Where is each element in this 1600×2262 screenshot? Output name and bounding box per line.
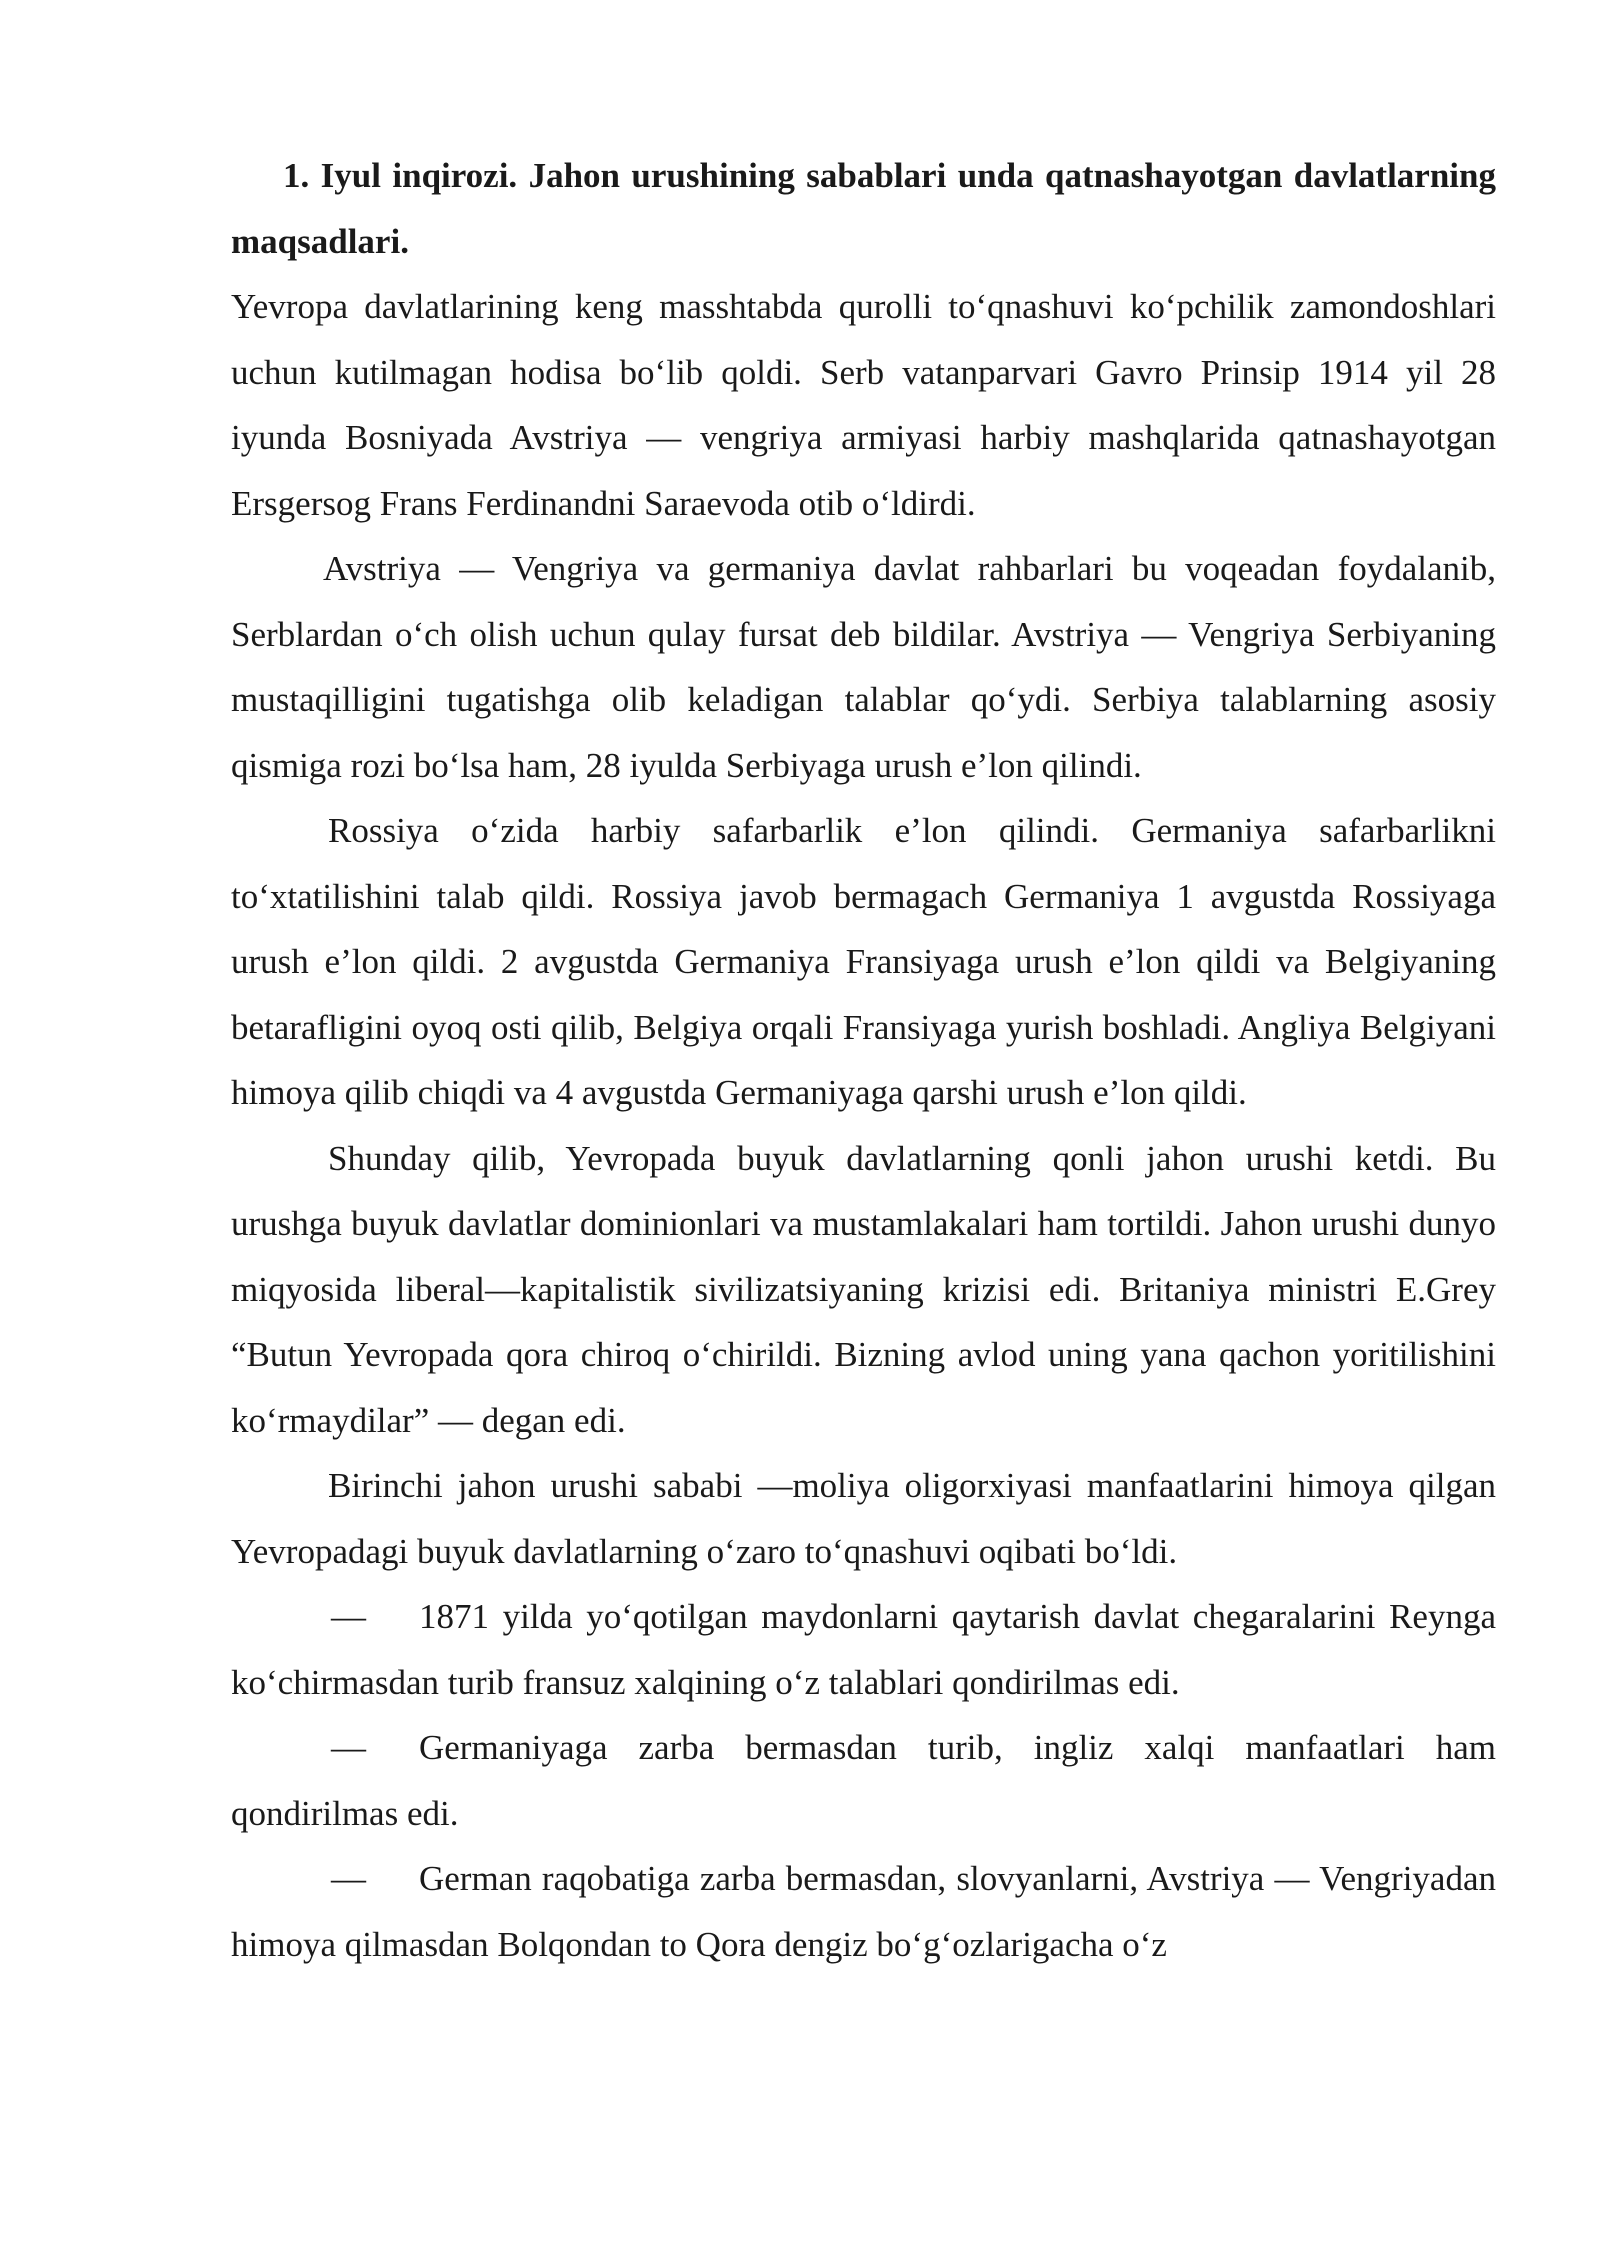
- list-dash: —: [331, 1728, 366, 1767]
- list-item-text: Germaniyaga zarba bermasdan turib, ingliz xalqi manfaatlari ham qondirilmas edi.: [231, 1728, 1496, 1833]
- list-item-clipped-container: [231, 1846, 1496, 1977]
- list-item: [231, 1584, 1496, 1715]
- section-heading: 1. Iyul inqirozi. Jahon urushining sabablari unda qatnashayotgan davlatlarning maqsadlari.: [231, 156, 1496, 261]
- paragraph-assassination: Yevropa davlatlarining keng masshtabda qurolli to‘qnashuvi ko‘pchilik zamondoshlari uchun kutilmagan hodisa bo‘lib qoldi. Serb vatanparvari Gavro Prinsip 1914 yil 28 iyunda Bosniyada Avstriya — vengriya armiyasi harbiy mashqlarida qatnashayotgan Ersgersog Frans Ferdinandni Saraevoda otib o‘ldirdi.: [231, 287, 1496, 523]
- list-dash: —: [331, 1859, 366, 1898]
- paragraph-mobilization: Rossiya o‘zida harbiy safarbarlik e’lon qilindi. Germaniya safarbarlikni to‘xtatilishini talab qildi. Rossiya javob bermagach Germaniya 1 avgustda Rossiyaga urush e’lon qildi. 2 avgustda Germaniya Fransiyaga urush e’lon qildi va Belgiyaning betarafligini oyoq osti qilib, Belgiya orqali Fransiyaga yurish boshladi. Angliya Belgiyani himoya qilib chiqdi va 4 avgustda Germaniyaga qarshi urush e’lon qildi.: [231, 811, 1496, 1112]
- document-body: [231, 143, 1496, 1977]
- list-item-text: 1871 yilda yo‘qotilgan maydonlarni qaytarish davlat chegaralarini Reynga ko‘chirmasdan turib fransuz xalqining o‘z talablari qondirilmas edi.: [231, 1597, 1496, 1702]
- list-item: [231, 1846, 1496, 1977]
- list-item: [231, 1715, 1496, 1846]
- paragraph-austria-hungary: Avstriya — Vengriya va germaniya davlat rahbarlari bu voqeadan foydalanib, Serblardan o‘ch olish uchun qulay fursat deb bildilar. Avstriya — Vengriya Serbiyaning mustaqilligini tugatishga olib keladigan talablar qo‘ydi. Serbiya talablarning asosiy qismiga rozi bo‘lsa ham, 28 iyulda Serbiyaga urush e’lon qilindi.: [231, 549, 1496, 785]
- paragraph-war-cause: Birinchi jahon urushi sababi —moliya oligorxiyasi manfaatlarini himoya qilgan Yevropadagi buyuk davlatlarning o‘zaro to‘qnashuvi oqibati bo‘ldi.: [231, 1466, 1496, 1571]
- list-dash: —: [331, 1597, 366, 1636]
- list-item-text: German raqobatiga zarba bermasdan, slovyanlarni, Avstriya — Vengriyadan himoya qilmasdan Bolqondan to Qora dengiz bo‘g‘ozlarigacha o‘z: [231, 1859, 1496, 1964]
- paragraph-world-war: Shunday qilib, Yevropada buyuk davlatlarning qonli jahon urushi ketdi. Bu urushga buyuk davlatlar dominionlari va mustamlakalari ham tortildi. Jahon urushi dunyo miqyosida liberal—kapitalistik sivilizatsiyaning krizisi edi. Britaniya ministri E.Grey “Butun Yevropada qora chiroq o‘chirildi. Bizning avlod uning yana qachon yoritilishini ko‘rmaydilar” — degan edi.: [231, 1138, 1496, 1440]
